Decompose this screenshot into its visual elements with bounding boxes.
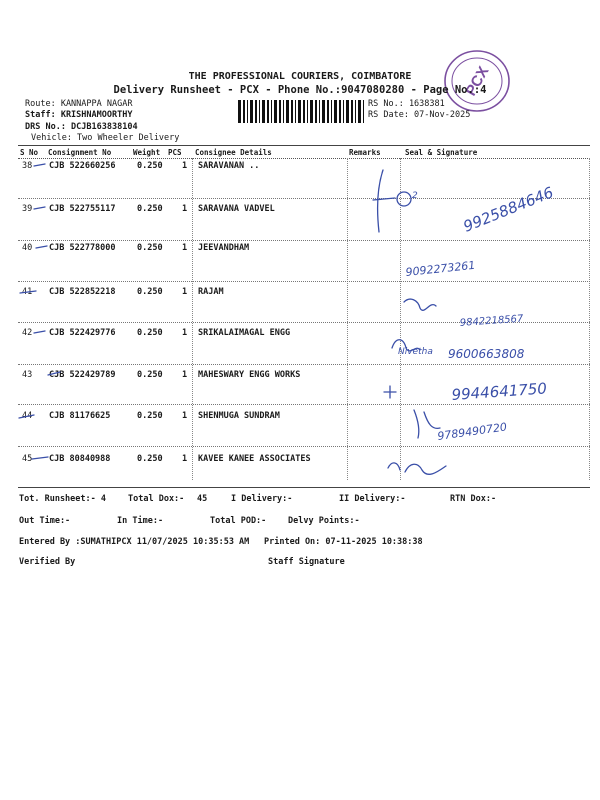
runsheet-title: Delivery Runsheet - PCX - Phone No.:9047080280 - Page No.:4 xyxy=(113,84,487,96)
barcode-bar xyxy=(303,100,305,123)
rs-date: RS Date: 07-Nov-2025 xyxy=(368,110,471,120)
barcode-bar xyxy=(339,100,341,123)
barcode-bar xyxy=(334,100,337,123)
header-rule-top xyxy=(18,145,590,146)
row-divider xyxy=(18,240,590,241)
barcode-bar xyxy=(307,100,308,123)
row-sno: 40 xyxy=(22,243,33,253)
barcode-bar xyxy=(358,100,361,123)
row-pcs: 1 xyxy=(182,454,188,464)
tot-runsheet: Tot. Runsheet:- 4 xyxy=(19,494,106,504)
row-pcs: 1 xyxy=(182,411,188,421)
row-consignment: CJB 522660256 xyxy=(49,161,116,171)
company-title: THE PROFESSIONAL COURIERS, COIMBATORE xyxy=(188,71,412,82)
entered-by: Entered By :SUMATHIPCX 11/07/2025 10:35:53 AM xyxy=(19,537,250,547)
barcode-bar xyxy=(327,100,329,123)
barcode-bar xyxy=(346,100,349,123)
row-consignment: CJB 522852218 xyxy=(49,287,116,297)
phone-row44: 9789490720 xyxy=(436,420,508,443)
bracket-stroke xyxy=(378,170,383,232)
col-divider-right xyxy=(589,158,590,480)
barcode-bar xyxy=(343,100,344,123)
row-weight: 0.250 xyxy=(137,411,163,421)
barcode-bar xyxy=(250,100,253,123)
col-divider-consignee xyxy=(192,158,193,480)
row-divider xyxy=(18,281,590,282)
row-weight: 0.250 xyxy=(137,204,163,214)
barcode-bar xyxy=(351,100,353,123)
header-rule-bottom xyxy=(18,158,590,159)
table-rule-bottom xyxy=(18,487,590,488)
phone-row42: 9600663808 xyxy=(448,347,525,361)
col-seal-signature: Seal & Signature xyxy=(405,148,478,157)
row-pcs: 1 xyxy=(182,328,188,338)
drs-number: DRS No.: DCJB163838104 xyxy=(25,122,138,132)
row-consignment: CJB 522778000 xyxy=(49,243,116,253)
route-label: Route: KANNAPPA NAGAR xyxy=(25,99,133,109)
printed-on: Printed On: 07-11-2025 10:38:38 xyxy=(264,537,423,547)
vehicle-label: Vehicle: Two Wheeler Delivery xyxy=(31,133,180,143)
row-weight: 0.250 xyxy=(137,328,163,338)
row-consignment: CJB 80840988 xyxy=(49,454,111,464)
rs-number: RS No.: 1638381 xyxy=(368,99,445,109)
row-sno: 42 xyxy=(22,328,33,338)
row-pcs: 1 xyxy=(182,243,188,253)
col-divider-seal xyxy=(400,158,401,480)
barcode-bar xyxy=(310,100,313,123)
staff-label: Staff: KRISHNAMOORTHY xyxy=(25,110,133,120)
barcode-bar xyxy=(331,100,332,123)
barcode-bar xyxy=(255,100,257,123)
signature-scribble xyxy=(392,340,420,351)
col-remarks: Remarks xyxy=(349,148,381,157)
total-dox-value: 45 xyxy=(197,494,208,504)
staff-signature: Staff Signature xyxy=(268,557,345,567)
verified-by: Verified By xyxy=(19,557,76,567)
ii-delivery: II Delivery:- xyxy=(339,494,406,504)
row-consignee: MAHESWARY ENGG WORKS xyxy=(198,370,301,380)
signature-scribble xyxy=(404,299,436,310)
barcode-bar xyxy=(274,100,277,123)
row-sno: 44 xyxy=(22,411,33,421)
circled-number-text: 2 xyxy=(412,191,418,201)
barcode-bar xyxy=(243,100,245,123)
row-sno: 41 xyxy=(22,287,33,297)
col-pcs: PCS xyxy=(168,148,182,157)
barcode-bar xyxy=(267,100,269,123)
row-divider xyxy=(18,446,590,447)
row-pcs: 1 xyxy=(182,287,188,297)
barcode-bar xyxy=(295,100,296,123)
barcode-bar xyxy=(291,100,293,123)
row-consignee: SARAVANAN .. xyxy=(198,161,260,171)
drs-barcode xyxy=(238,100,364,123)
barcode-bar xyxy=(271,100,272,123)
row-weight: 0.250 xyxy=(137,243,163,253)
row-consignment: CJB 522429776 xyxy=(49,328,116,338)
phone-row41: 9842218567 xyxy=(459,313,524,329)
row-pcs: 1 xyxy=(182,370,188,380)
barcode-bar xyxy=(238,100,241,123)
row-weight: 0.250 xyxy=(137,161,163,171)
phone-row40: 9092273261 xyxy=(404,258,476,279)
row-weight: 0.250 xyxy=(137,454,163,464)
row-consignment: CJB 81176625 xyxy=(49,411,111,421)
barcode-bar xyxy=(262,100,265,123)
row-consignee: KAVEE KANEE ASSOCIATES xyxy=(198,454,311,464)
barcode-bar xyxy=(322,100,325,123)
row-consignee: JEEVANDHAM xyxy=(198,243,250,253)
row-sno: 38 xyxy=(22,161,33,171)
barcode-bar xyxy=(247,100,248,123)
barcode-bar xyxy=(298,100,301,123)
stamp-text: PCX xyxy=(462,63,493,99)
row-consignee: SARAVANA VADVEL xyxy=(198,204,275,214)
rtn-dox: RTN Dox:- xyxy=(450,494,497,504)
row-pcs: 1 xyxy=(182,204,188,214)
row-weight: 0.250 xyxy=(137,370,163,380)
col-weight: Weight xyxy=(133,148,161,157)
barcode-bar xyxy=(355,100,356,123)
col-divider-remarks xyxy=(347,158,348,480)
barcode-bar xyxy=(315,100,317,123)
row-sno: 45 xyxy=(22,454,33,464)
row-pcs: 1 xyxy=(182,161,188,171)
col-consignee: Consignee Details xyxy=(195,148,272,157)
col-consignment: Consignment No xyxy=(48,148,112,157)
row-weight: 0.250 xyxy=(137,287,163,297)
barcode-bar xyxy=(259,100,260,123)
row-consignee: RAJAM xyxy=(198,287,224,297)
phone-row43: 9944641750 xyxy=(451,379,548,404)
row-consignment: CJB 522755117 xyxy=(49,204,116,214)
name-row42: Nivetha xyxy=(398,347,433,357)
barcode-bar xyxy=(319,100,320,123)
row-sno: 39 xyxy=(22,204,33,214)
plus-mark xyxy=(384,386,396,398)
barcode-bar xyxy=(279,100,281,123)
row-sno: 43 xyxy=(22,370,33,380)
signature-scribble xyxy=(388,463,446,474)
row-divider xyxy=(18,364,590,365)
row-divider xyxy=(18,198,590,199)
row-consignment: CJB 522429789 xyxy=(49,370,116,380)
total-pod: Total POD:- xyxy=(210,516,267,526)
row-consignee: SRIKALAIMAGAL ENGG xyxy=(198,328,291,338)
row-divider xyxy=(18,404,590,405)
barcode-bar xyxy=(283,100,284,123)
row-divider xyxy=(18,322,590,323)
delvy-points: Delvy Points:- xyxy=(288,516,360,526)
signature-scribble xyxy=(414,410,440,438)
phone-row38: 9925884646 xyxy=(460,183,556,236)
out-time: Out Time:- xyxy=(19,516,71,526)
row-consignee: SHENMUGA SUNDRAM xyxy=(198,411,280,421)
col-sno: S No xyxy=(20,148,39,157)
i-delivery: I Delivery:- xyxy=(231,494,293,504)
barcode-bar xyxy=(286,100,289,123)
in-time: In Time:- xyxy=(117,516,164,526)
barcode-bar xyxy=(363,100,364,123)
total-dox-label: Total Dox:- xyxy=(128,494,185,504)
